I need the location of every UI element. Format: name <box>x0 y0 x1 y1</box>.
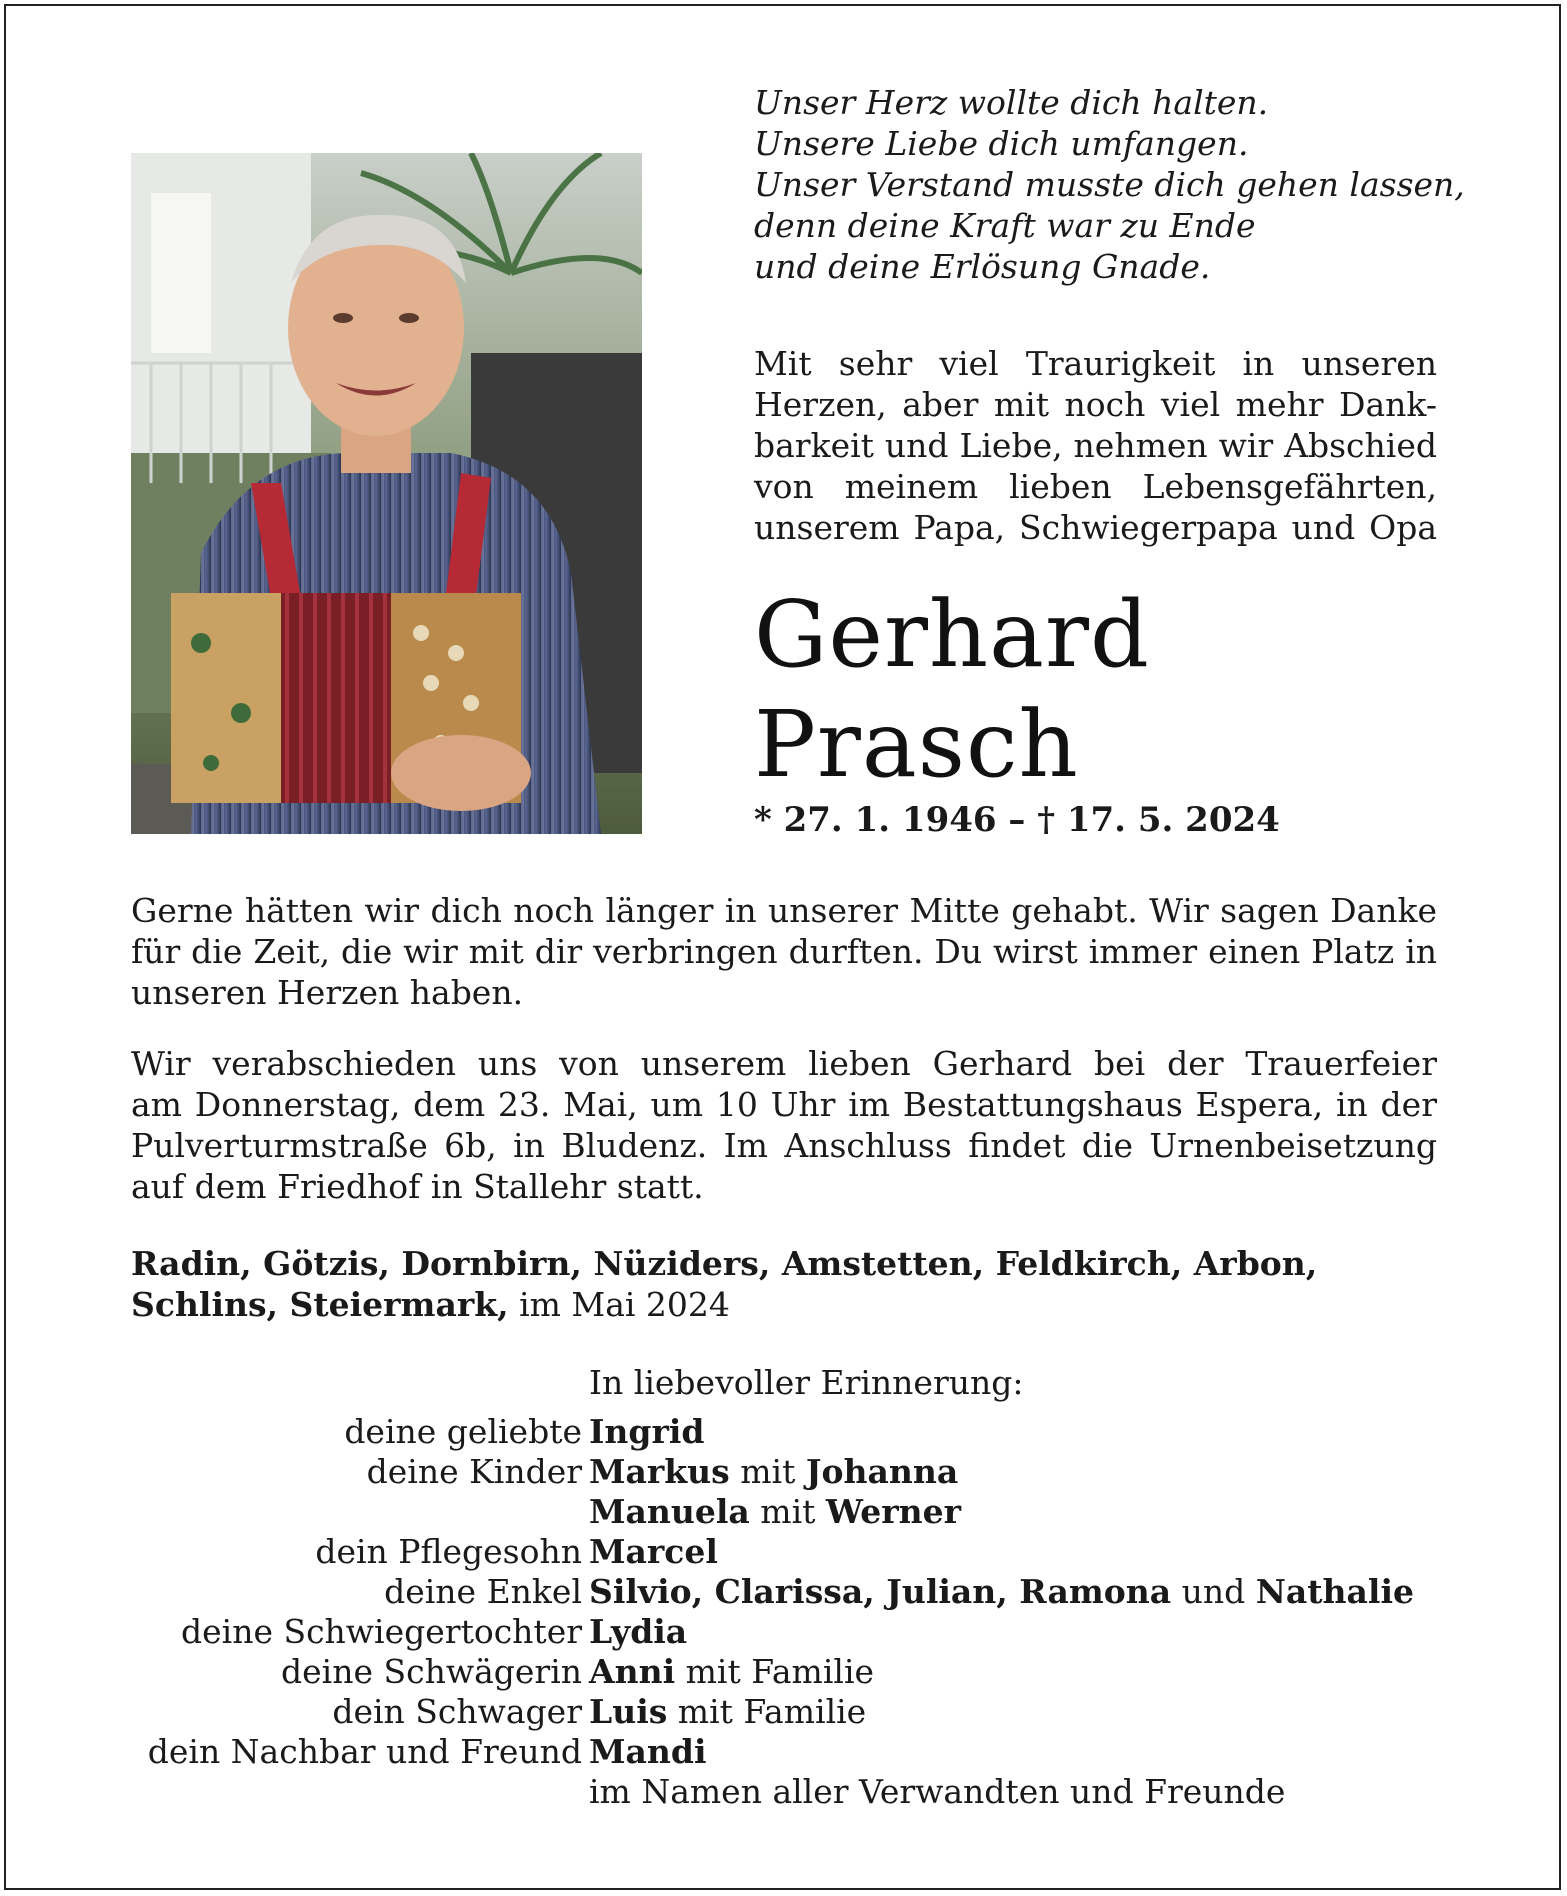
connector-text: und <box>1171 1572 1256 1611</box>
poem-line: denn deine Kraft war zu Ende <box>754 206 1256 245</box>
portrait-photo <box>131 153 642 834</box>
poem <box>754 82 1465 287</box>
family-row <box>0 1652 1567 1692</box>
farewell-paragraph <box>131 890 1437 1013</box>
relation-label: deine geliebte <box>344 1412 582 1451</box>
family-row <box>0 1532 1567 1572</box>
family-name: Luis <box>589 1692 668 1731</box>
connector-text: mit <box>729 1452 806 1491</box>
first-name: Gerhard <box>754 581 1150 688</box>
intro-line: Herzen, aber mit noch viel mehr Dank- <box>754 385 1437 424</box>
relation-label: deine Kinder <box>366 1452 582 1491</box>
paragraph-line: auf dem Friedhof in Stallehr statt. <box>131 1167 704 1206</box>
family-name: Markus <box>589 1452 730 1491</box>
family-row <box>0 1412 1567 1452</box>
family-name: Marcel <box>589 1532 718 1571</box>
intro-line: unserem Papa, Schwiegerpapa und Opa <box>754 508 1437 547</box>
connector-text: mit Familie <box>675 1652 875 1691</box>
last-name: Prasch <box>754 691 1079 798</box>
family-name: Manuela <box>589 1492 750 1531</box>
paragraph-line: am Donnerstag, dem 23. Mai, um 10 Uhr im Bestattungshaus Espera, in der <box>131 1085 1437 1124</box>
family-row <box>0 1692 1567 1732</box>
poem-line: und deine Erlösung Gnade. <box>754 247 1211 286</box>
relation-label: dein Schwager <box>332 1692 582 1731</box>
deceased-name <box>754 580 1150 800</box>
memory-heading: In liebevoller Erinnerung: <box>589 1363 1024 1402</box>
intro-line: von meinem lieben Lebensgefährten, <box>754 467 1437 506</box>
family-row <box>0 1452 1567 1492</box>
places-bold: Schlins, Steiermark, <box>131 1285 509 1324</box>
family-name: Anni <box>589 1652 676 1691</box>
family-row <box>0 1572 1567 1612</box>
family-name: Mandi <box>589 1732 707 1771</box>
intro-line: Mit sehr viel Traurigkeit in unseren <box>754 344 1437 383</box>
family-name: Werner <box>825 1492 962 1531</box>
connector-text: mit Familie <box>667 1692 867 1731</box>
family-row <box>0 1732 1567 1772</box>
places-bold: Radin, Götzis, Dornbirn, Nüziders, Amstetten, Feldkirch, Arbon, <box>131 1244 1318 1283</box>
places-date: im Mai 2024 <box>508 1285 730 1324</box>
family-name: Silvio, Clarissa, Julian, Ramona <box>589 1572 1172 1611</box>
poem-line: Unsere Liebe dich umfangen. <box>754 124 1249 163</box>
life-dates: * 27. 1. 1946 – † 17. 5. 2024 <box>754 800 1280 840</box>
family-name: Ingrid <box>589 1412 705 1451</box>
paragraph-line: unseren Herzen haben. <box>131 973 524 1012</box>
poem-line: Unser Herz wollte dich halten. <box>754 83 1269 122</box>
family-name: Nathalie <box>1255 1572 1414 1611</box>
places-line <box>131 1243 1437 1325</box>
relation-label: dein Pflegesohn <box>315 1532 582 1571</box>
paragraph-line: Gerne hätten wir dich noch länger in unserer Mitte gehabt. Wir sagen Danke <box>131 891 1437 930</box>
intro-line: barkeit und Liebe, nehmen wir Abschied <box>754 426 1437 465</box>
family-row <box>0 1772 1567 1812</box>
relation-label: deine Schwiegertochter <box>180 1612 582 1651</box>
poem-line: Unser Verstand musste dich gehen lassen, <box>754 165 1465 204</box>
family-row <box>0 1492 1567 1532</box>
relation-label: dein Nachbar und Freund <box>147 1732 582 1771</box>
relation-label: deine Enkel <box>384 1572 582 1611</box>
connector-text: mit <box>749 1492 826 1531</box>
paragraph-line: Wir verabschieden uns von unserem lieben Gerhard bei der Trauerfeier <box>131 1044 1437 1083</box>
family-name: Lydia <box>589 1612 688 1651</box>
relation-label: deine Schwägerin <box>281 1652 582 1691</box>
family-row <box>0 1612 1567 1652</box>
intro-text <box>754 343 1437 548</box>
paragraph-line: für die Zeit, die wir mit dir verbringen durften. Du wirst immer einen Platz in <box>131 932 1437 971</box>
paragraph-line: Pulverturmstraße 6b, in Bludenz. Im Anschluss findet die Urnenbeisetzung <box>131 1126 1437 1165</box>
ceremony-paragraph <box>131 1043 1437 1207</box>
closing-line: im Namen aller Verwandten und Freunde <box>589 1772 1286 1811</box>
family-name: Johanna <box>805 1452 959 1491</box>
